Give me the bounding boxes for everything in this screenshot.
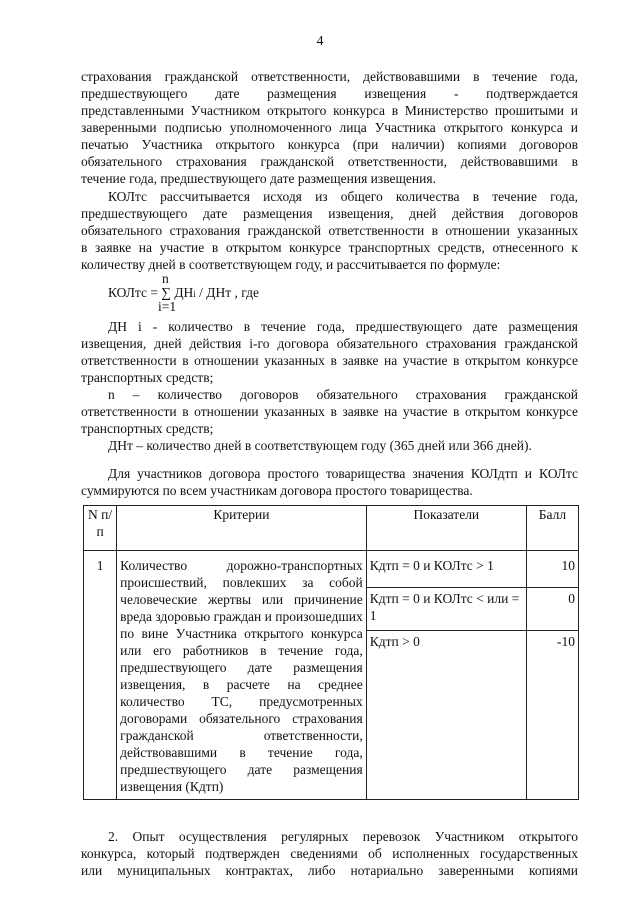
criteria-line: предшествующего дате размещения: [120, 762, 363, 777]
formula-lhs: КОЛтс = ∑ ДН: [108, 285, 194, 300]
formula-rhs: / ДНт , где: [195, 285, 260, 300]
criteria-line: вреда здоровью граждан и произошедших: [120, 609, 363, 624]
criteria-line: договорами обязательного страхования: [120, 711, 363, 726]
criteria-line: извещения (Кдтп): [120, 779, 224, 794]
para2-line: предшествующего дате размещения извещения, дней действия договоров: [81, 206, 578, 221]
para1-line: обязательного страхования гражданской ответственности, действовавшими в: [81, 154, 578, 169]
row-number: 1: [84, 551, 117, 800]
def-line: транспортных средств;: [81, 370, 214, 385]
criteria-line: предшествующего дате размещения: [120, 660, 363, 675]
score-cell: -10: [526, 630, 578, 799]
def-line: n – количество договоров обязательного страхования гражданской: [108, 387, 578, 402]
formula-subscript: i: [193, 289, 196, 299]
para2-line: обязательного страхования гражданской ответственности в отношении указанных: [81, 223, 578, 238]
formula-lower-limit: i=1: [158, 299, 177, 314]
para1-line: печатью Участника открытого конкурса (при наличии) копиями договоров: [81, 137, 578, 152]
para1-line: представленными Участником открытого конкурса в Министерство прошитыми и: [81, 103, 578, 118]
header-score: Балл: [526, 506, 578, 551]
criteria-line: извещения, в расчете на среднее: [120, 677, 363, 692]
criteria-line: гражданской ответственности,: [120, 728, 363, 743]
indicator-cell: Кдтп = 0 и КОЛтс < или = 1: [366, 587, 526, 630]
para4-line: или муниципальных контрактах, либо нотариально заверенными копиями: [81, 863, 578, 878]
def-line: ДН i - количество в течение года, предшествующего дате размещения: [108, 319, 578, 334]
header-criteria: Критерии: [117, 506, 367, 551]
criteria-line: по вине Участника открытого конкурса: [120, 626, 363, 641]
para2-line: количеству дней в соответствующем году, и рассчитывается по формуле:: [81, 257, 501, 272]
formula-upper-limit: n: [162, 271, 169, 286]
para1-line: страхования гражданской ответственности, действовавшими в течение года,: [81, 69, 578, 84]
para4-line: конкурса, который подтвержден сведениями об исполненных государственных: [81, 846, 578, 861]
def-line: ДНт – количество дней в соответствующем году (365 дней или 366 дней).: [108, 438, 532, 453]
score-cell: 10: [526, 551, 578, 588]
page-number: 4: [316, 34, 324, 49]
def-line: транспортных средств;: [81, 421, 214, 436]
criteria-line: или его работников в течение года,: [120, 643, 363, 658]
def-line: ответственности в отношении указанных в заявке на участие в открытом конкурсе: [81, 353, 578, 368]
para1-line: течение года, предшествующего дате размещения извещения.: [81, 171, 436, 186]
table-header-row: [84, 506, 579, 551]
indicator-cell: Кдтп > 0: [366, 630, 526, 799]
formula-main: [108, 285, 259, 302]
criteria-cell: [117, 551, 367, 800]
criteria-line: действовавшими в течение года,: [120, 745, 363, 760]
def-line: ответственности в отношении указанных в заявке на участие в открытом конкурсе: [81, 404, 578, 419]
def-line: извещения, дней действия i-го договора обязательного страхования гражданской: [81, 336, 578, 351]
para2-line: КОЛтс рассчитывается исходя из общего количества в течение года,: [108, 189, 578, 204]
para2-line: в заявке на участие в открытом конкурсе транспортных средств, отнесенного к: [81, 240, 578, 255]
criteria-line: количество ТС, предусмотренных: [120, 694, 363, 709]
header-num: N п/п: [84, 506, 117, 551]
criteria-table: [83, 505, 579, 800]
para3-line: Для участников договора простого товарищества значения КОЛдтп и КОЛтс: [108, 466, 578, 481]
para1-line: предшествующего дате размещения извещения - подтверждается: [81, 86, 578, 101]
score-cell: 0: [526, 587, 578, 630]
criteria-line: происшествий, повлекших за собой: [120, 575, 363, 590]
indicator-cell: Кдтп = 0 и КОЛтс > 1: [366, 551, 526, 588]
header-indicators: Показатели: [366, 506, 526, 551]
para1-line: заверенными подписью уполномоченного лица Участника открытого конкурса и: [81, 120, 578, 135]
criteria-line: Количество дорожно-транспортных: [120, 558, 363, 573]
criteria-line: человеческие жертвы или причинение: [120, 592, 363, 607]
para4-line: 2. Опыт осуществления регулярных перевозок Участником открытого: [108, 829, 578, 844]
para3-line: суммируются по всем участникам договора простого товарищества.: [81, 483, 473, 498]
table-row: [84, 551, 579, 588]
